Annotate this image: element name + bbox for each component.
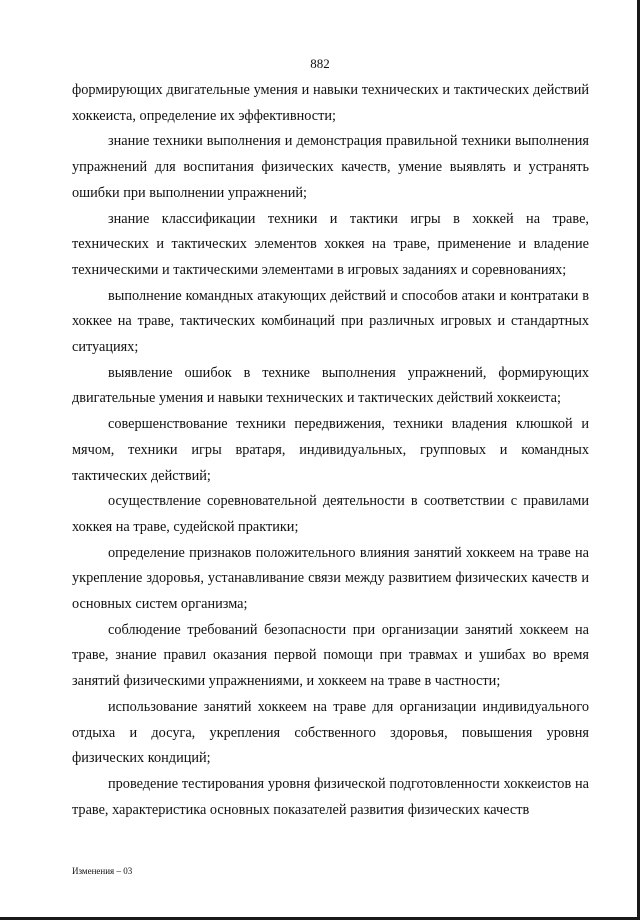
list-paragraph: выполнение командных атакующих действий и способов атаки и контратаки в хоккее на траве, тактических комбинаций при различных игровых и стандартных ситуациях; <box>72 287 589 356</box>
list-paragraph: осуществление соревновательной деятельности в соответствии с правилами хоккея на траве, судейской практики; <box>72 493 589 535</box>
paragraph-continuation: формирующих двигательные умения и навыки технических и тактических действий хоккеиста, определение их эффективности; <box>72 82 589 124</box>
list-paragraph: проведение тестирования уровня физической подготовленности хоккеистов на траве, характеристика основных показателей развития физических качеств <box>72 775 589 818</box>
list-paragraph: выявление ошибок в технике выполнения упражнений, формирующих двигательные умения и навыки технических и тактических действий хоккеиста; <box>72 364 589 407</box>
page-number: 882 <box>310 56 330 71</box>
footer-revision-note: Изменения – 03 <box>72 866 133 876</box>
list-paragraph: использование занятий хоккеем на траве для организации индивидуального отдыха и досуга, укрепления собственного здоровья, повышения уровня физических кондиций; <box>72 698 589 767</box>
list-paragraph: соблюдение требований безопасности при организации занятий хоккеем на траве, знание правил оказания первой помощи при травмах и ушибах во время занятий физическими упражнениями, и хоккеем на траве в частности; <box>72 621 589 690</box>
list-paragraph: определение признаков положительного влияния занятий хоккеем на траве на укрепление здоровья, устанавливание связи между развитием физических качеств и основных систем организма; <box>72 544 589 613</box>
list-paragraph: знание классификации техники и тактики игры в хоккей на траве, технических и тактических элементов хоккея на траве, применение и владение техническими и тактическими элементами в игровых заданиях и соревнованиях; <box>72 210 589 278</box>
document-body <box>72 78 589 823</box>
list-paragraph: знание техники выполнения и демонстрация правильной техники выполнения упражнений для воспитания физических качеств, умение выявлять и устранять ошибки при выполнении упражнений; <box>72 133 589 201</box>
list-paragraph: совершенствование техники передвижения, техники владения клюшкой и мячом, техники игры вратаря, индивидуальных, групповых и командных тактических действий; <box>72 416 589 484</box>
